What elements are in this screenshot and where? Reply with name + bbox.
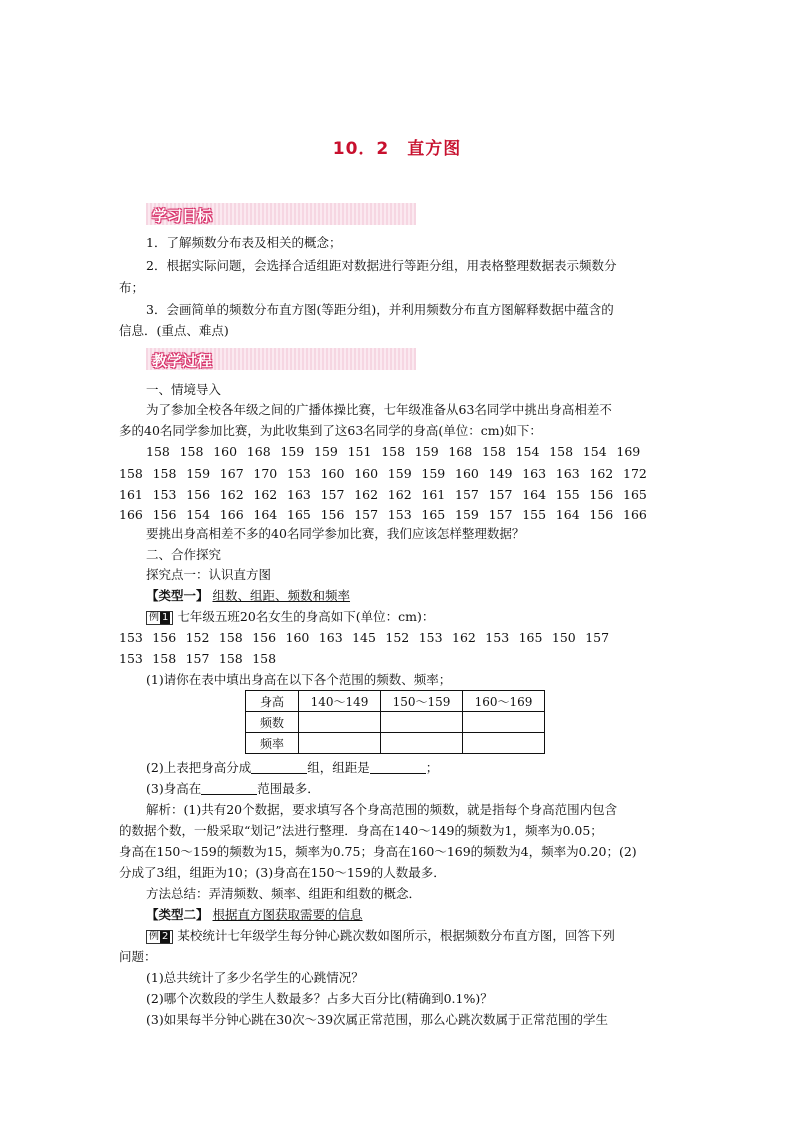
data-value: 165 [287, 507, 311, 522]
data-value: 162 [452, 630, 476, 645]
data-value: 156 [152, 507, 177, 522]
type2-title: 根据直方图获取需要的信息 [212, 907, 363, 922]
data-value: 159 [455, 507, 479, 522]
data-value: 164 [253, 507, 278, 522]
data-value: 164 [555, 507, 580, 522]
goal-3: 3．会画简单的频数分布直方图(等距分组)，并利用频数分布直方图解释数据中蕴含的 [146, 302, 614, 317]
data-value: 168 [448, 444, 473, 459]
table-row [246, 733, 545, 754]
data-value: 158 [179, 444, 204, 459]
table-header-cell: 160～169 [463, 691, 545, 712]
data-value: 158 [482, 444, 506, 459]
type1-tag: 【类型一】 [146, 588, 209, 603]
data-value: 159 [280, 444, 305, 459]
analysis-line-2: 的数据个数，一般采取“划记”法进行整理．身高在140～149的频数为1，频率为0.05； [119, 823, 603, 838]
data-row [119, 650, 286, 668]
data-value: 161 [421, 487, 446, 502]
method-summary: 方法总结：弄清频数、频率、组距和组数的概念． [146, 886, 422, 901]
goal-3-cont: 信息．(重点、难点) [119, 323, 229, 338]
type2-tag: 【类型二】 [146, 907, 209, 922]
data-value: 153 [287, 466, 311, 481]
data-value: 166 [219, 507, 244, 522]
data-value: 160 [320, 466, 345, 481]
data-value: 164 [522, 487, 547, 502]
data-value: 165 [518, 630, 543, 645]
data-value: 158 [152, 466, 177, 481]
table-row-label: 频率 [246, 733, 299, 754]
data-value: 154 [582, 444, 607, 459]
analysis-line-1: 解析：(1)共有20个数据，要求填写各个身高范围的频数，就是指每个身高范围内包含 [146, 802, 618, 817]
intro-line-1: 为了参加全校各年级之间的广播体操比赛，七年级准备从63名同学中挑出身高相差不 [146, 402, 612, 417]
data-value: 167 [219, 466, 244, 481]
question-2-part-b: 组，组距是 [307, 760, 370, 775]
section-banner-goals [146, 203, 416, 225]
data-value: 163 [318, 630, 343, 645]
data-row [119, 486, 657, 504]
table-cell[interactable] [463, 712, 545, 733]
example-2-number: 2 [162, 931, 169, 942]
data-value: 157 [455, 487, 479, 502]
data-value: 166 [623, 507, 647, 522]
table-row-label: 频数 [246, 712, 299, 733]
goal-1: 1．了解频数分布表及相关的概念； [146, 235, 342, 250]
question-3 [146, 780, 320, 798]
data-value: 158 [146, 444, 170, 459]
table-header-cell: 140～149 [299, 691, 381, 712]
data-value: 158 [119, 466, 143, 481]
data-value: 157 [354, 507, 379, 522]
question-2-part-c: ； [425, 760, 439, 775]
analysis-line-3: 身高在150～159的频数为15，频率为0.75；身高在160～169的频数为4，频率为0.20；(2) [119, 844, 637, 859]
data-value: 163 [287, 487, 311, 502]
frequency-table [245, 690, 545, 754]
data-value: 155 [555, 487, 580, 502]
table-cell[interactable] [381, 712, 463, 733]
data-value: 159 [421, 466, 446, 481]
table-cell[interactable] [381, 733, 463, 754]
question-2 [146, 759, 438, 777]
example-2-question-3: (3)如果每半分钟心跳在30次～39次属正常范围，那么心跳次数属于正常范围的学生 [146, 1012, 609, 1027]
data-value: 156 [252, 630, 277, 645]
data-value: 158 [152, 651, 177, 666]
explore-heading: 二、合作探究 [146, 547, 222, 562]
question-1: (1)请你在表中填出身高在以下各个范围的频数、频率； [146, 672, 452, 687]
data-value: 158 [252, 651, 277, 666]
answer-blank[interactable] [201, 782, 257, 795]
example-2-question-1: (1)总共统计了多少名学生的心跳情况？ [146, 970, 364, 985]
data-value: 162 [387, 487, 412, 502]
section-title-process: 教学过程 [152, 352, 213, 370]
table-header-cell: 身高 [246, 691, 299, 712]
data-value: 160 [354, 466, 379, 481]
type2-line [146, 906, 363, 924]
data-value: 163 [522, 466, 547, 481]
answer-blank[interactable] [251, 761, 307, 774]
example-1-number: 1 [162, 612, 169, 623]
data-value: 145 [352, 630, 376, 645]
data-value: 162 [219, 487, 244, 502]
data-value: 157 [488, 487, 513, 502]
data-value: 154 [186, 507, 211, 522]
example-2-text-cont: 问题： [119, 949, 157, 964]
example-2-text: 某校统计七年级学生每分钟心跳次数如图所示，根据频数分布直方图，回答下列 [177, 928, 615, 943]
data-value: 151 [347, 444, 372, 459]
example-2-line [146, 927, 615, 945]
data-value: 162 [589, 466, 614, 481]
explore-point: 探究点一：认识直方图 [146, 567, 272, 582]
data-value: 156 [320, 507, 345, 522]
data-value: 161 [119, 487, 143, 502]
table-cell[interactable] [299, 733, 381, 754]
section-title-goals: 学习目标 [152, 207, 213, 225]
data-value: 158 [218, 630, 243, 645]
data-value: 158 [218, 651, 243, 666]
data-value: 153 [152, 487, 177, 502]
intro-question: 要挑出身高相差不多的40名同学参加比赛，我们应该怎样整理数据？ [146, 526, 525, 541]
table-cell[interactable] [463, 733, 545, 754]
data-value: 172 [623, 466, 647, 481]
data-row [119, 465, 657, 483]
data-row [119, 506, 657, 524]
data-value: 149 [488, 466, 513, 481]
example-2-label: 例 [149, 931, 159, 942]
data-value: 170 [253, 466, 278, 481]
data-value: 150 [551, 630, 576, 645]
data-value: 165 [623, 487, 647, 502]
data-value: 165 [421, 507, 446, 522]
data-value: 154 [515, 444, 540, 459]
data-value: 156 [589, 507, 614, 522]
data-value: 169 [616, 444, 641, 459]
data-value: 156 [186, 487, 211, 502]
data-value: 153 [418, 630, 443, 645]
data-value: 163 [555, 466, 580, 481]
question-3-part-b: 范围最多． [257, 781, 320, 796]
data-value: 157 [488, 507, 513, 522]
data-value: 159 [414, 444, 439, 459]
data-value: 155 [522, 507, 547, 522]
data-value: 153 [119, 651, 143, 666]
analysis-line-4: 分成了3组，组距为10；(3)身高在150～159的人数最多． [119, 865, 446, 880]
type1-title: 组数、组距、频数和频率 [212, 588, 351, 603]
data-value: 157 [185, 651, 210, 666]
answer-blank[interactable] [370, 761, 426, 774]
example-1-text: 七年级五班20名女生的身高如下(单位：cm)： [177, 609, 435, 624]
type1-line [146, 587, 350, 605]
example-2-badge [146, 930, 173, 944]
data-value: 162 [253, 487, 278, 502]
page-title: 10．2 直方图 [332, 139, 462, 159]
table-header-row [246, 691, 545, 712]
question-2-part-a: (2)上表把身高分成 [146, 760, 252, 775]
data-value: 158 [381, 444, 406, 459]
goal-2-cont: 布； [119, 280, 145, 295]
table-row [246, 712, 545, 733]
intro-heading: 一、情境导入 [146, 382, 222, 397]
data-value: 166 [119, 507, 143, 522]
data-value: 153 [387, 507, 412, 522]
goal-2: 2．根据实际问题，会选择合适组距对数据进行等距分组，用表格整理数据表示频数分 [146, 258, 617, 273]
section-banner-process [146, 348, 416, 370]
data-value: 159 [186, 466, 211, 481]
table-cell[interactable] [299, 712, 381, 733]
data-value: 156 [152, 630, 177, 645]
data-value: 160 [213, 444, 238, 459]
data-value: 158 [549, 444, 574, 459]
data-value: 159 [387, 466, 412, 481]
data-value: 157 [320, 487, 345, 502]
data-value: 162 [354, 487, 379, 502]
data-row [119, 629, 619, 647]
data-value: 152 [385, 630, 410, 645]
data-value: 160 [285, 630, 310, 645]
data-value: 153 [119, 630, 143, 645]
example-2-question-2: (2)哪个次数段的学生人数最多？占多大百分比(精确到0.1%)？ [146, 991, 493, 1006]
data-row [146, 443, 650, 461]
data-value: 156 [589, 487, 614, 502]
data-value: 160 [455, 466, 479, 481]
question-3-part-a: (3)身高在 [146, 781, 202, 796]
example-1-label: 例 [149, 612, 159, 623]
example-1-badge [146, 611, 173, 625]
data-value: 159 [314, 444, 338, 459]
data-value: 157 [585, 630, 610, 645]
intro-line-2: 多的40名同学参加比赛，为此收集到了这63名同学的身高(单位：cm)如下： [119, 423, 542, 438]
example-1-line [146, 608, 434, 626]
data-value: 153 [485, 630, 510, 645]
data-value: 152 [185, 630, 210, 645]
data-value: 168 [246, 444, 271, 459]
table-header-cell: 150～159 [381, 691, 463, 712]
